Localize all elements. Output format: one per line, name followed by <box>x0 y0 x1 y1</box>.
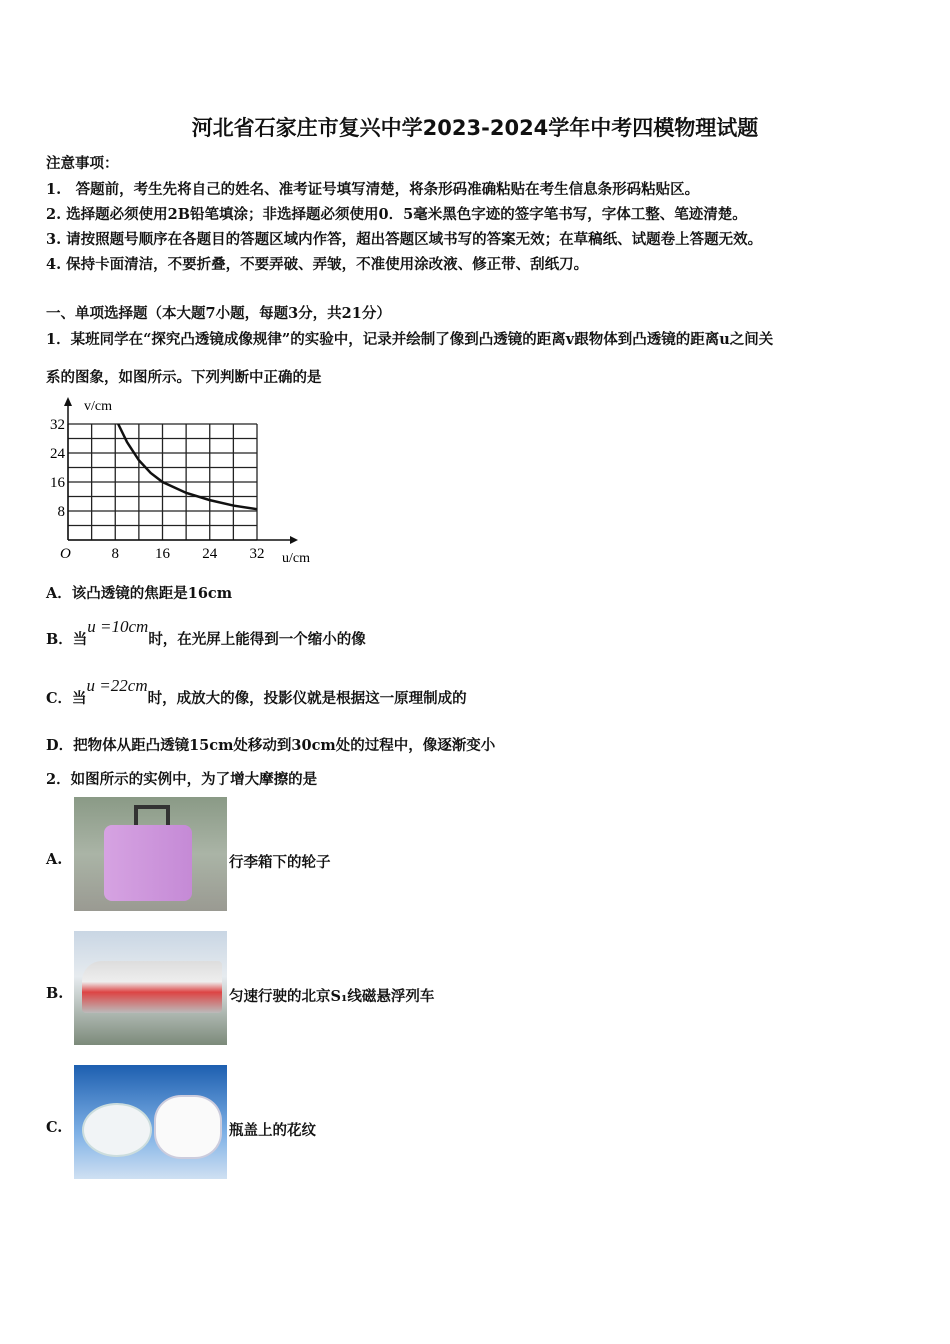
x-axis-label: u/cm <box>282 551 310 566</box>
bottle-caps-image <box>74 1065 227 1179</box>
q1-option-a: A．该凸透镜的焦距是16cm <box>46 585 233 602</box>
q1-option-b: B．当u =10cm时，在光屏上能得到一个缩小的像 <box>46 617 366 648</box>
y-tick-label: 24 <box>50 446 65 462</box>
q2-option-c-text: 瓶盖上的花纹 <box>229 1122 316 1139</box>
y-tick-label: 16 <box>50 475 65 491</box>
q2-option-b-text: 匀速行驶的北京S₁线磁悬浮列车 <box>229 988 435 1005</box>
notice-item: 1. 答题前，考生先将自己的姓名、准考证号填写清楚，将条形码准确粘贴在考生信息条形码粘贴区。 <box>46 181 700 198</box>
q2-stem: 2．如图所示的实例中，为了增大摩擦的是 <box>46 771 318 788</box>
x-tick-label: 32 <box>249 546 265 562</box>
notice-item: 3. 请按照题号顺序在各题目的答题区域内作答，超出答题区域书写的答案无效；在草稿纸、试题卷上答题无效。 <box>46 231 763 248</box>
y-axis-label: v/cm <box>84 399 112 414</box>
x-axis-arrow <box>290 536 298 544</box>
y-axis-arrow <box>64 397 72 406</box>
maglev-train-image <box>74 931 227 1045</box>
notice-item: 2. 选择题必须使用2B铅笔填涂；非选择题必须使用0．5毫米黑色字迹的签字笔书写，字体工整、笔迹清楚。 <box>46 206 747 223</box>
section-heading: 一、单项选择题（本大题7小题，每题3分，共21分） <box>46 305 391 322</box>
notice-item: 4. 保持卡面清洁，不要折叠，不要弄破、弄皱，不准使用涂改液、修正带、刮纸刀。 <box>46 256 589 273</box>
y-tick-label: 8 <box>57 504 65 520</box>
x-tick-label: 16 <box>155 546 170 562</box>
q2-option-a-letter: A. <box>46 851 63 868</box>
q1-option-c: C．当u =22cm时，成放大的像，投影仪就是根据这一原理制成的 <box>46 676 467 707</box>
q2-option-c-letter: C. <box>46 1119 63 1136</box>
suitcase-image <box>74 797 227 911</box>
x-tick-label: 8 <box>111 546 119 562</box>
origin-label: O <box>60 546 71 562</box>
notice-heading: 注意事项： <box>46 155 119 172</box>
page-title: 河北省石家庄市复兴中学2023-2024学年中考四模物理试题 <box>191 116 759 140</box>
q2-option-b-letter: B. <box>46 985 64 1002</box>
q1-option-d: D．把物体从距凸透镜15cm处移动到30cm处的过程中，像逐渐变小 <box>46 737 496 754</box>
x-tick-label: 24 <box>202 546 218 562</box>
q1-stem: 系的图象，如图所示。下列判断中正确的是 <box>46 369 322 386</box>
y-tick-label: 32 <box>50 417 65 433</box>
q1-stem: 1．某班同学在“探究凸透镜成像规律”的实验中，记录并绘制了像到凸透镜的距离v跟物体到凸透镜的距离u之间关 <box>46 331 774 348</box>
q2-option-a-text: 行李箱下的轮子 <box>229 854 331 871</box>
v-u-chart <box>40 390 340 570</box>
